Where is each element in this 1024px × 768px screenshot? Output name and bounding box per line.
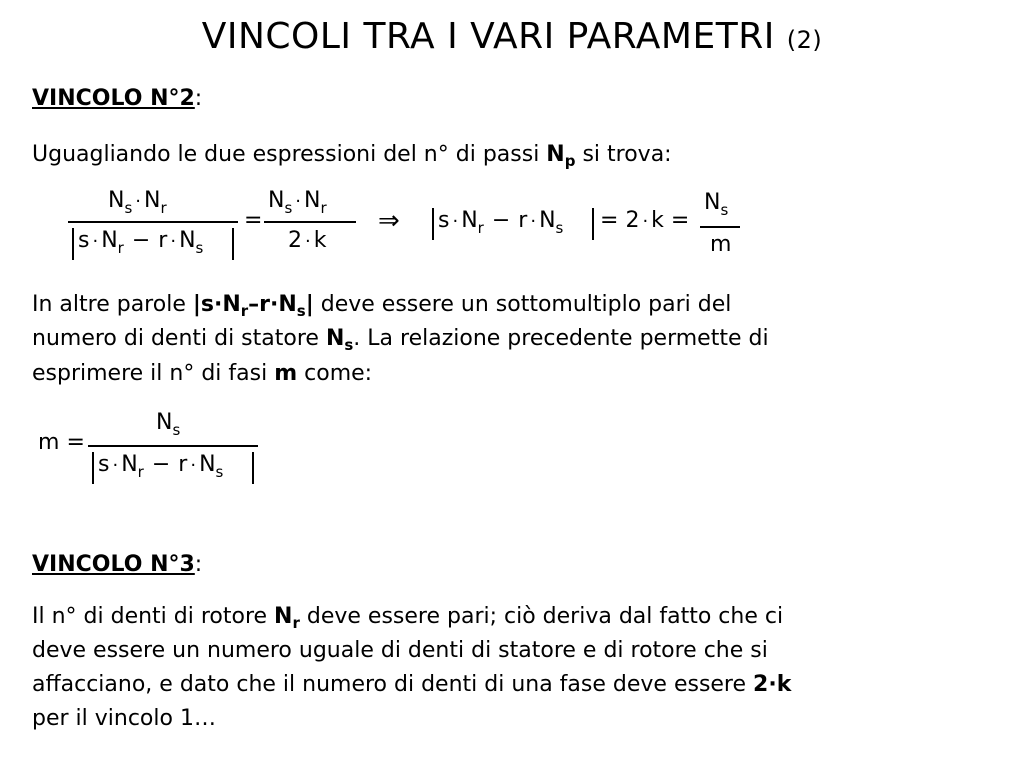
sym-dot: · xyxy=(112,455,119,476)
frac1-denominator xyxy=(78,228,204,257)
vincolo2-para-line1 xyxy=(32,288,731,322)
para2-text-end: . La relazione precedente permette di xyxy=(353,326,769,351)
para1-expr: |s·N xyxy=(192,292,241,317)
sym-r: r xyxy=(160,199,167,217)
frac2-line xyxy=(264,221,356,223)
formula2-lhs xyxy=(38,430,85,455)
sym-N: N xyxy=(268,188,285,213)
sym-N: N xyxy=(101,228,118,253)
vincolo2-para-line2 xyxy=(32,322,769,356)
sym-dot: · xyxy=(190,455,197,476)
sym-s: s xyxy=(195,239,204,257)
para1-expr3: | xyxy=(305,292,314,317)
sym-s: s xyxy=(98,452,110,477)
intro-np-symbol: N xyxy=(546,142,565,167)
sym-N: N xyxy=(179,228,196,253)
page-title xyxy=(0,16,1024,57)
sym-minus: − xyxy=(151,452,171,477)
para1-expr-sub-s: s xyxy=(296,302,306,320)
implies-arrow: ⇒ xyxy=(378,206,400,236)
para2-ns-sub: s xyxy=(344,336,354,354)
sym-N: N xyxy=(156,410,173,435)
frac3-denominator: m xyxy=(710,232,732,257)
sym-r: r xyxy=(477,219,484,237)
sym-N: N xyxy=(144,188,161,213)
vincolo3-heading-colon: : xyxy=(194,552,203,577)
sym-r: r xyxy=(518,208,528,233)
intro-np-sub: p xyxy=(564,152,576,170)
v3-text1-end: deve essere pari; ciò deriva dal fatto che ci xyxy=(299,604,784,629)
para1-expr-sub-r: r xyxy=(240,302,249,320)
vincolo3-heading-text: VINCOLO N°3 xyxy=(32,552,195,577)
v3-text1: Il n° di denti di rotore xyxy=(32,604,275,629)
sym-N: N xyxy=(304,188,321,213)
sym-s: s xyxy=(78,228,90,253)
vincolo2-heading-text: VINCOLO N°2 xyxy=(32,86,195,111)
v3-nr-sub: r xyxy=(292,614,300,632)
sym-s: s xyxy=(720,201,729,219)
sym-dot: · xyxy=(452,211,459,232)
para3-m-symbol: m xyxy=(274,361,298,386)
equals-1: = xyxy=(244,208,263,233)
sym-N: N xyxy=(108,188,125,213)
sym-N: N xyxy=(199,452,216,477)
vincolo3-line2: deve essere un numero uguale di denti di statore e di rotore che si xyxy=(32,638,768,663)
formula2-numerator xyxy=(156,410,181,439)
frac1-line xyxy=(68,221,238,223)
abs-bar-right-3 xyxy=(252,452,254,484)
sym-two: 2 xyxy=(288,228,302,253)
para3-text-end: come: xyxy=(297,361,373,386)
formula2-line xyxy=(88,445,258,447)
frac2-numerator xyxy=(268,188,327,217)
sym-dot: · xyxy=(170,231,177,252)
para3-text: esprimere il n° di fasi xyxy=(32,361,275,386)
abs-bar-right xyxy=(232,228,234,260)
intro-text-end: si trova: xyxy=(575,142,672,167)
vincolo3-line1 xyxy=(32,600,783,634)
sym-r: r xyxy=(158,228,168,253)
sym-N: N xyxy=(704,190,721,215)
intro-text: Uguagliando le due espressioni del n° di passi xyxy=(32,142,547,167)
sym-dot: · xyxy=(530,211,537,232)
sym-r: r xyxy=(178,452,188,477)
para2-text: numero di denti di statore xyxy=(32,326,326,351)
sym-s: s xyxy=(438,208,450,233)
vincolo2-heading-colon: : xyxy=(194,86,203,111)
frac2-denominator xyxy=(288,228,326,253)
sym-eq: = xyxy=(66,430,85,455)
vincolo3-line4: per il vincolo 1… xyxy=(32,706,216,731)
title-main: VINCOLI TRA I VARI PARAMETRI xyxy=(201,16,775,57)
sym-two: 2 xyxy=(625,208,640,233)
frac3-numerator xyxy=(704,190,729,219)
sym-m: m xyxy=(38,430,60,455)
sym-s: s xyxy=(215,463,224,481)
sym-s: s xyxy=(284,199,293,217)
sym-minus: − xyxy=(131,228,151,253)
sym-dot: · xyxy=(305,231,311,252)
sym-N: N xyxy=(121,452,138,477)
vincolo2-intro xyxy=(32,138,672,172)
para2-ns-symbol: N xyxy=(325,326,345,351)
para1-expr2: –r·N xyxy=(248,292,297,317)
abs-bar-left-3 xyxy=(92,452,94,484)
v3-nr-symbol: N xyxy=(274,604,293,629)
v3-2k: 2·k xyxy=(753,672,792,697)
v3-text3: affacciano, e dato che il numero di denti di una fase deve essere xyxy=(32,672,754,697)
abs-bar-right-2 xyxy=(592,208,594,240)
para1-text-end: deve essere un sottomultiplo pari del xyxy=(313,292,732,317)
sym-dot: · xyxy=(135,191,142,212)
sym-r: r xyxy=(117,239,124,257)
vincolo3-heading xyxy=(32,552,202,577)
formula2-denominator xyxy=(98,452,224,481)
sym-N: N xyxy=(539,208,556,233)
sym-k: k xyxy=(313,228,327,253)
sym-minus: − xyxy=(491,208,511,233)
vincolo2-heading xyxy=(32,86,202,111)
vincolo2-para-line3 xyxy=(32,357,372,391)
sym-s: s xyxy=(172,421,181,439)
sym-N: N xyxy=(461,208,478,233)
frac1-numerator xyxy=(108,188,167,217)
title-number: (2) xyxy=(786,26,823,54)
abs-bar-left xyxy=(72,228,74,260)
sym-r: r xyxy=(320,199,327,217)
sym-eq: = xyxy=(600,208,619,233)
sym-dot: · xyxy=(295,191,302,212)
sym-dot: · xyxy=(642,211,649,232)
rhs-equals-2k xyxy=(600,208,689,233)
vincolo3-line3 xyxy=(32,668,791,702)
frac3-line xyxy=(700,226,740,228)
sym-k: k xyxy=(651,208,664,233)
sym-s: s xyxy=(124,199,133,217)
rhs-expression xyxy=(438,208,564,237)
para1-text: In altre parole xyxy=(32,292,193,317)
sym-dot: · xyxy=(92,231,99,252)
sym-r: r xyxy=(137,463,144,481)
sym-s: s xyxy=(555,219,564,237)
sym-eq: = xyxy=(670,208,690,233)
abs-bar-left-2 xyxy=(432,208,434,240)
